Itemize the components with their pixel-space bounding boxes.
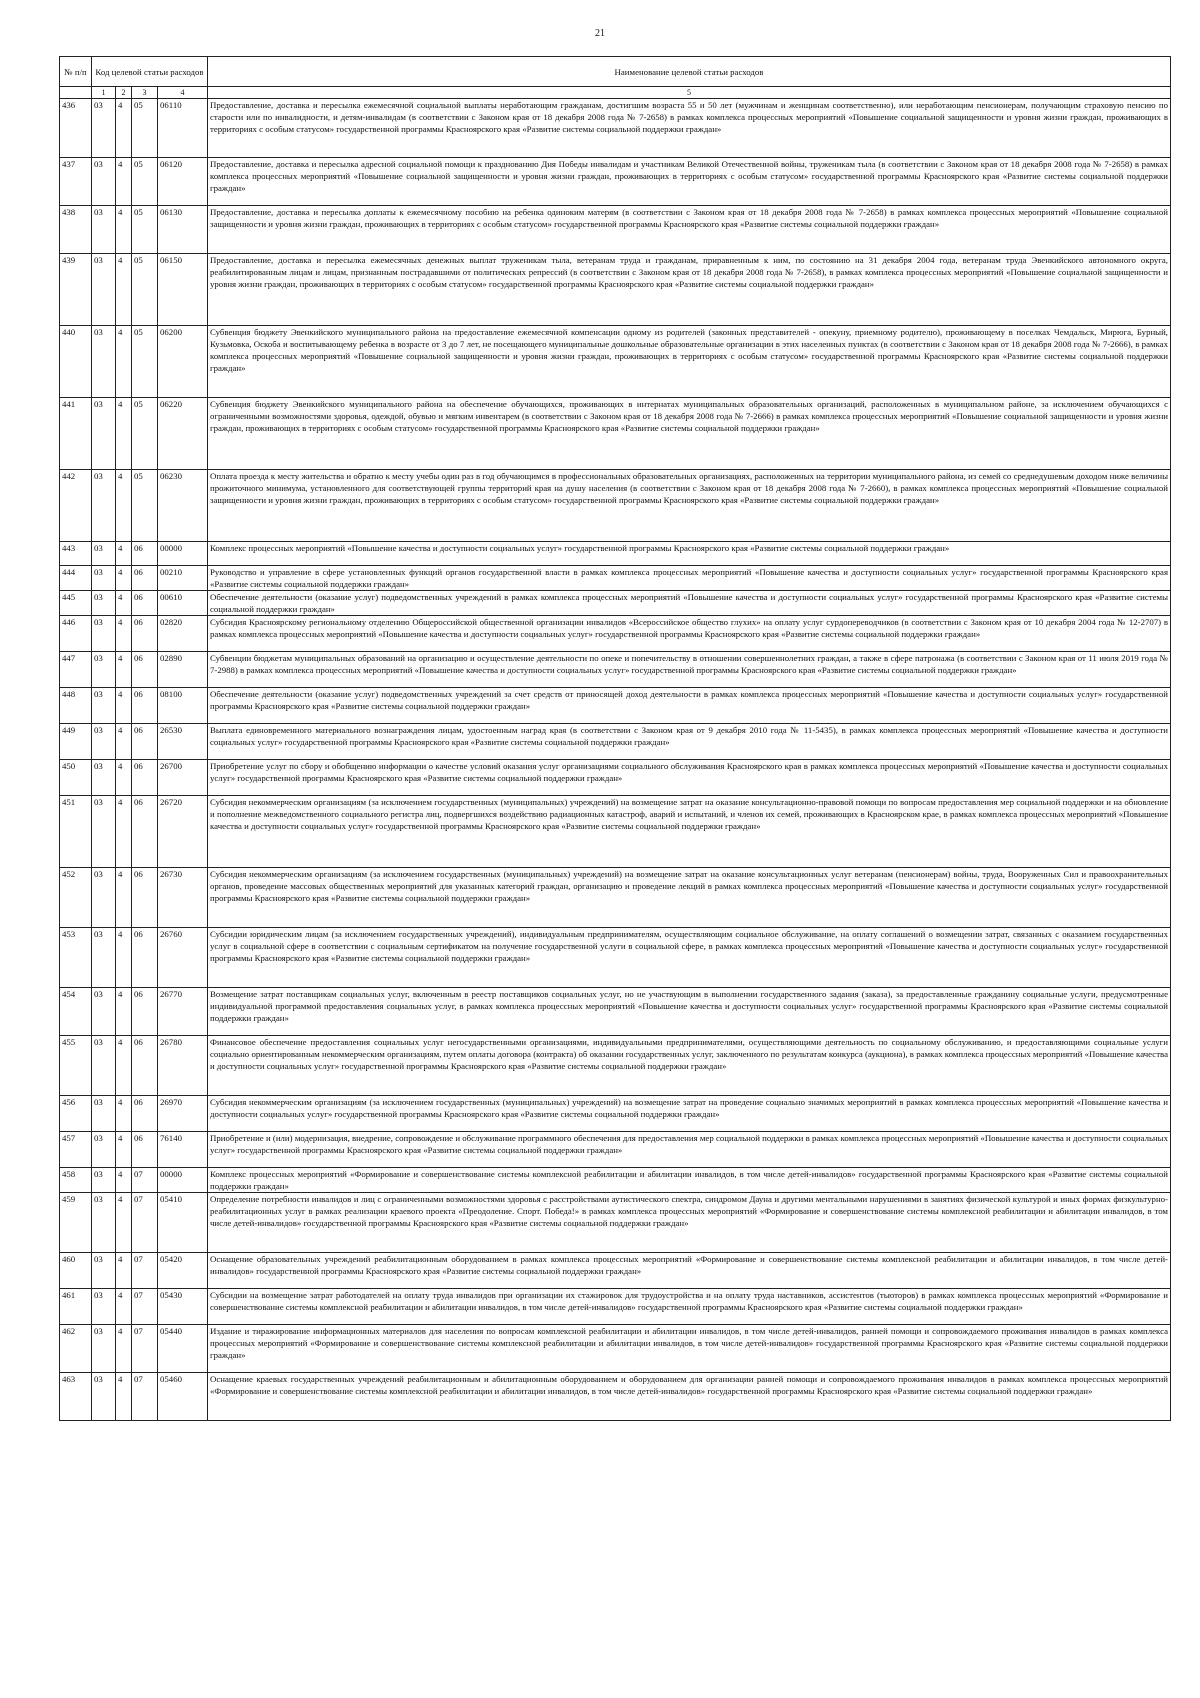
code-direction: 06220 (158, 398, 208, 470)
table-row (60, 652, 1171, 688)
code-direction: 05430 (158, 1289, 208, 1325)
code-type: 4 (116, 566, 132, 591)
table-row (60, 542, 1171, 566)
code-direction: 06120 (158, 158, 208, 206)
row-number: 445 (60, 591, 92, 616)
code-type: 4 (116, 988, 132, 1036)
expenditure-name: Предоставление, доставка и пересылка доплаты к ежемесячному пособию на ребенка одиноким матерям (в соответствии с Законом края от 18 декабря 2008 года № 7-2658) в рамках комплекса процессных мероприятий «Повышение социальной защищенности и уровня жизни граждан, проживающих в территориях с особым статусом» государственной программы Красноярского края «Развитие системы социальной поддержки граждан» (208, 206, 1171, 254)
code-direction: 00000 (158, 1168, 208, 1193)
code-type: 4 (116, 760, 132, 796)
expenditure-name: Приобретение и (или) модернизация, внедрение, сопровождение и обслуживание программного обеспечения для предоставления мер социальной поддержки в рамках комплекса процессных мероприятий «Повышение качества и доступности социальных услуг» государственной программы Красноярского края «Развитие системы социальной поддержки граждан» (208, 1132, 1171, 1168)
code-direction: 76140 (158, 1132, 208, 1168)
code-type: 4 (116, 1325, 132, 1373)
table-body (60, 99, 1171, 1421)
code-type: 4 (116, 652, 132, 688)
code-type: 4 (116, 688, 132, 724)
code-program: 03 (92, 1096, 116, 1132)
row-number: 457 (60, 1132, 92, 1168)
code-direction: 08100 (158, 688, 208, 724)
code-program: 03 (92, 1325, 116, 1373)
code-type: 4 (116, 1168, 132, 1193)
code-subprogram: 05 (132, 206, 158, 254)
code-direction: 26530 (158, 724, 208, 760)
code-program: 03 (92, 928, 116, 988)
header-colnum: 2 (116, 87, 132, 99)
row-number: 454 (60, 988, 92, 1036)
code-program: 03 (92, 1253, 116, 1289)
code-type: 4 (116, 616, 132, 652)
table-row (60, 616, 1171, 652)
expenditure-name: Предоставление, доставка и пересылка ежемесячной социальной выплаты неработающим гражданам, достигшим возраста 55 и 50 лет (мужчинам и женщинам соответственно), или неработающим пенсионерам, получающим страховую пенсию по старости или по инвалидности, и детям-инвалидам (в соответствии с Законом края от 18 декабря 2008 года № 7-2658) в рамках комплекса процессных мероприятий «Повышение социальной защищенности и уровня жизни граждан, проживающих в территориях с особым статусом» государственной программы Красноярского края «Развитие системы социальной поддержки граждан» (208, 99, 1171, 158)
row-number: 439 (60, 254, 92, 326)
table-header (60, 57, 1171, 99)
row-number: 462 (60, 1325, 92, 1373)
code-subprogram: 05 (132, 99, 158, 158)
code-program: 03 (92, 1289, 116, 1325)
code-subprogram: 05 (132, 158, 158, 206)
code-program: 03 (92, 796, 116, 868)
expenditure-name: Субсидии юридическим лицам (за исключением государственных учреждений), индивидуальным предпринимателям, осуществляющим социальное обслуживание, на оплату соглашений о возмещении затрат, связанных с оказанием государственных услуг в социальной сфере в соответствии с социальным сертификатом на получение государственной услуги в социальной сфере, в рамках комплекса процессных мероприятий «Повышение качества и доступности социальных услуг» государственной программы Красноярского края «Развитие системы социальной поддержки граждан» (208, 928, 1171, 988)
code-subprogram: 06 (132, 796, 158, 868)
code-direction: 06130 (158, 206, 208, 254)
code-subprogram: 07 (132, 1373, 158, 1421)
expenditure-name: Обеспечение деятельности (оказание услуг) подведомственных учреждений за счет средств от приносящей доход деятельности в рамках комплекса процессных мероприятий «Повышение качества и доступности социальных услуг» государственной программы Красноярского края «Развитие системы социальной поддержки граждан» (208, 688, 1171, 724)
expenditure-name: Субвенция бюджету Эвенкийского муниципального района на обеспечение обучающихся, проживающих в интернатах муниципальных образовательных организаций, расположенных в муниципальном районе, за исключением обучающихся с ограниченными возможностями здоровья, одеждой, обувью и мягким инвентарем (в соответствии с Законом края от 18 декабря 2008 года № 7-2666) в рамках комплекса процессных мероприятий «Повышение социальной защищенности и уровня жизни граждан, проживающих в территориях с особым статусом» государственной программы Красноярского края «Развитие системы социальной поддержки граждан» (208, 398, 1171, 470)
row-number: 460 (60, 1253, 92, 1289)
row-number: 437 (60, 158, 92, 206)
code-direction: 26970 (158, 1096, 208, 1132)
code-subprogram: 06 (132, 988, 158, 1036)
code-type: 4 (116, 1253, 132, 1289)
table-row (60, 760, 1171, 796)
code-type: 4 (116, 254, 132, 326)
code-type: 4 (116, 868, 132, 928)
code-direction: 02890 (158, 652, 208, 688)
code-direction: 06230 (158, 470, 208, 542)
code-program: 03 (92, 470, 116, 542)
page-number: 21 (595, 28, 605, 39)
expenditure-name: Субсидия некоммерческим организациям (за исключением государственных (муниципальных) учреждений) на возмещение затрат на оказание консультационно-правовой помощи по вопросам предоставления мер социальной поддержки и на обновление и пополнение межведомственного социального регистра лиц, подвергшихся воздействию радиационных катастроф, аварий и испытаний, и членов их семей, проживающих в Красноярском крае, в рамках комплекса процессных мероприятий «Повышение качества и доступности социальных услуг» государственной программы Красноярского края «Развитие системы социальной поддержки граждан» (208, 796, 1171, 868)
row-number: 446 (60, 616, 92, 652)
code-subprogram: 05 (132, 398, 158, 470)
table-row (60, 326, 1171, 398)
row-number: 444 (60, 566, 92, 591)
expenditure-name: Субсидия некоммерческим организациям (за исключением государственных (муниципальных) учреждений) на возмещение затрат на проведение социально значимых мероприятий в рамках комплекса процессных мероприятий «Повышение качества и доступности социальных услуг» государственной программы Красноярского края «Развитие системы социальной поддержки граждан» (208, 1096, 1171, 1132)
header-colnum: 4 (158, 87, 208, 99)
code-type: 4 (116, 724, 132, 760)
table-row (60, 688, 1171, 724)
table-row (60, 398, 1171, 470)
code-subprogram: 06 (132, 1096, 158, 1132)
expenditure-name: Субвенция бюджету Эвенкийского муниципального района на предоставление ежемесячной компенсации одному из родителей (законных представителей - опекуну, приемному родителю), проживающему в поселках Чемдальск, Мирюга, Бурный, Кузьмовка, Оскоба и воспитывающему ребенка в возрасте от 3 до 7 лет, не посещающего муниципальные дошкольные образовательные организации в этих населенных пунктах (в соответствии с Законом края от 18 декабря 2008 года № 7-2666), в рамках комплекса процессных мероприятий «Повышение социальной защищенности и уровня жизни граждан, проживающих в территориях с особым статусом» государственной программы Красноярского края «Развитие системы социальной поддержки граждан» (208, 326, 1171, 398)
row-number: 448 (60, 688, 92, 724)
code-program: 03 (92, 566, 116, 591)
table-row (60, 158, 1171, 206)
row-number: 453 (60, 928, 92, 988)
code-subprogram: 07 (132, 1168, 158, 1193)
header-colnum: 3 (132, 87, 158, 99)
expenditure-name: Определение потребности инвалидов и лиц с ограниченными возможностями здоровья с расстройствами аутистического спектра, синдромом Дауна и другими ментальными нарушениями в занятиях физической культурой и иных формах физкультурно-реабилитационных услуг в рамках реализации краевого проекта «Преодоление. Спорт. Победа!» в рамках комплекса процессных мероприятий «Формирование и совершенствование системы комплексной реабилитации и абилитации инвалидов, в том числе детей-инвалидов» государственной программы Красноярского края «Развитие системы социальной поддержки граждан» (208, 1193, 1171, 1253)
code-type: 4 (116, 542, 132, 566)
code-subprogram: 05 (132, 470, 158, 542)
code-subprogram: 07 (132, 1325, 158, 1373)
code-program: 03 (92, 652, 116, 688)
expenditure-name: Обеспечение деятельности (оказание услуг) подведомственных учреждений в рамках комплекса процессных мероприятий «Повышение качества и доступности социальных услуг» государственной программы Красноярского края «Развитие системы социальной поддержки граждан» (208, 591, 1171, 616)
code-program: 03 (92, 988, 116, 1036)
code-program: 03 (92, 760, 116, 796)
code-program: 03 (92, 542, 116, 566)
code-type: 4 (116, 470, 132, 542)
code-type: 4 (116, 591, 132, 616)
code-direction: 02820 (158, 616, 208, 652)
code-subprogram: 06 (132, 1132, 158, 1168)
code-direction: 00210 (158, 566, 208, 591)
table-row (60, 868, 1171, 928)
code-program: 03 (92, 326, 116, 398)
expenditure-name: Приобретение услуг по сбору и обобщению информации о качестве условий оказания услуг организациями социального обслуживания Красноярского края в рамках комплекса процессных мероприятий «Повышение качества и доступности социальных услуг» государственной программы Красноярского края «Развитие системы социальной поддержки граждан» (208, 760, 1171, 796)
code-type: 4 (116, 1132, 132, 1168)
expenditure-name: Оплата проезда к месту жительства и обратно к месту учебы один раз в год обучающимся в профессиональных образовательных организациях, расположенных на территории муниципального района, из семей со среднедушевым доходом ниже величины прожиточного минимума, установленного для соответствующей группы территорий края на душу населения (в соответствии с Законом края от 18 декабря 2008 года № 7-2660), в рамках комплекса процессных мероприятий «Повышение социальной защищенности и уровня жизни граждан, проживающих в территориях с особым статусом» государственной программы Красноярского края «Развитие системы социальной поддержки граждан» (208, 470, 1171, 542)
code-direction: 26760 (158, 928, 208, 988)
expenditure-name: Возмещение затрат поставщикам социальных услуг, включенным в реестр поставщиков социальных услуг, но не участвующим в выполнении государственного задания (заказа), за предоставленные гражданину социальные услуги, предусмотренные индивидуальной программой предоставления социальных услуг, в рамках комплекса процессных мероприятий «Повышение качества и доступности социальных услуг» государственной программы Красноярского края «Развитие системы социальной поддержки граждан» (208, 988, 1171, 1036)
code-type: 4 (116, 1373, 132, 1421)
row-number: 452 (60, 868, 92, 928)
row-number: 442 (60, 470, 92, 542)
code-subprogram: 05 (132, 254, 158, 326)
code-type: 4 (116, 1096, 132, 1132)
table-row (60, 1168, 1171, 1193)
expenditure-name: Издание и тиражирование информационных материалов для населения по вопросам комплексной реабилитации и абилитации инвалидов, в том числе детей-инвалидов, ранней помощи и сопровождаемого проживания инвалидов в рамках комплекса процессных мероприятий «Формирование и совершенствование системы комплексной реабилитации и абилитации инвалидов, в том числе детей-инвалидов» государственной программы Красноярского края «Развитие системы социальной поддержки граждан» (208, 1325, 1171, 1373)
code-subprogram: 06 (132, 591, 158, 616)
code-subprogram: 06 (132, 724, 158, 760)
table-row (60, 796, 1171, 868)
table-row (60, 1289, 1171, 1325)
table-row (60, 1036, 1171, 1096)
table-row (60, 928, 1171, 988)
code-direction: 05420 (158, 1253, 208, 1289)
expenditure-name: Оснащение образовательных учреждений реабилитационным оборудованием в рамках комплекса процессных мероприятий «Формирование и совершенствование системы комплексной реабилитации и абилитации инвалидов, в том числе детей-инвалидов» государственной программы Красноярского края «Развитие системы социальной поддержки граждан» (208, 1253, 1171, 1289)
code-program: 03 (92, 158, 116, 206)
row-number: 463 (60, 1373, 92, 1421)
header-code: Код целевой статьи расходов (92, 57, 208, 87)
table-row (60, 254, 1171, 326)
expenditure-name: Комплекс процессных мероприятий «Формирование и совершенствование системы комплексной реабилитации и абилитации инвалидов, в том числе детей-инвалидов» государственной программы Красноярского края «Развитие системы социальной поддержки граждан» (208, 1168, 1171, 1193)
table-row (60, 470, 1171, 542)
table-row (60, 1132, 1171, 1168)
table-row (60, 1193, 1171, 1253)
code-type: 4 (116, 158, 132, 206)
code-direction: 06150 (158, 254, 208, 326)
code-type: 4 (116, 326, 132, 398)
code-direction: 26770 (158, 988, 208, 1036)
code-direction: 26780 (158, 1036, 208, 1096)
expenditure-name: Субвенции бюджетам муниципальных образований на организацию и осуществление деятельности по опеке и попечительству в отношении совершеннолетних граждан, а также в сфере патронажа (в соответствии с Законом края от 11 июля 2019 года № 7-2988) в рамках комплекса процессных мероприятий «Повышение качества и доступности социальных услуг» государственной программы Красноярского края «Развитие системы социальной поддержки граждан» (208, 652, 1171, 688)
code-subprogram: 05 (132, 326, 158, 398)
header-name: Наименование целевой статьи расходов (208, 57, 1171, 87)
table-row (60, 724, 1171, 760)
row-number: 441 (60, 398, 92, 470)
table-row (60, 99, 1171, 158)
code-subprogram: 06 (132, 688, 158, 724)
code-program: 03 (92, 398, 116, 470)
code-program: 03 (92, 591, 116, 616)
table-row (60, 1373, 1171, 1421)
table-row (60, 206, 1171, 254)
code-direction: 05460 (158, 1373, 208, 1421)
code-program: 03 (92, 1132, 116, 1168)
code-subprogram: 07 (132, 1253, 158, 1289)
table-row (60, 1253, 1171, 1289)
header-colnum: 1 (92, 87, 116, 99)
table-row (60, 566, 1171, 591)
row-number: 459 (60, 1193, 92, 1253)
code-subprogram: 07 (132, 1193, 158, 1253)
code-program: 03 (92, 616, 116, 652)
code-program: 03 (92, 1373, 116, 1421)
table-row (60, 1325, 1171, 1373)
row-number: 440 (60, 326, 92, 398)
code-direction: 00610 (158, 591, 208, 616)
row-number: 458 (60, 1168, 92, 1193)
code-direction: 05410 (158, 1193, 208, 1253)
code-direction: 26730 (158, 868, 208, 928)
expenditure-name: Финансовое обеспечение предоставления социальных услуг негосударственными организациями, индивидуальными предпринимателями, осуществляющими деятельность по социальному обслуживанию, и предоставляющими социальные услуги социально ориентированным некоммерческим организациям, путем оплаты договора (контракта) об оказании государственных услуг, заключенного по результатам конкурса (аукциона), в рамках комплекса процессных мероприятий «Повышение качества и доступности социальных услуг» государственной программы Красноярского края «Развитие системы социальной поддержки граждан» (208, 1036, 1171, 1096)
row-number: 438 (60, 206, 92, 254)
code-program: 03 (92, 206, 116, 254)
code-program: 03 (92, 1168, 116, 1193)
target-expenditure-table (59, 56, 1171, 1421)
code-direction: 26700 (158, 760, 208, 796)
code-subprogram: 06 (132, 868, 158, 928)
code-type: 4 (116, 398, 132, 470)
row-number: 455 (60, 1036, 92, 1096)
expenditure-name: Предоставление, доставка и пересылка адресной социальной помощи к празднованию Дня Победы инвалидам и участникам Великой Отечественной войны, труженикам тыла (в соответствии с Законом края от 18 декабря 2008 года № 7-2658) в рамках комплекса процессных мероприятий «Повышение социальной защищенности и уровня жизни граждан, проживающих в территориях с особым статусом» государственной программы Красноярского края «Развитие системы социальной поддержки граждан» (208, 158, 1171, 206)
row-number: 443 (60, 542, 92, 566)
code-type: 4 (116, 206, 132, 254)
row-number: 451 (60, 796, 92, 868)
header-row-number: № п/п (60, 57, 92, 87)
header-colnum: 5 (208, 87, 1171, 99)
code-direction: 06200 (158, 326, 208, 398)
row-number: 436 (60, 99, 92, 158)
row-number: 461 (60, 1289, 92, 1325)
code-subprogram: 06 (132, 652, 158, 688)
code-subprogram: 07 (132, 1289, 158, 1325)
header-colnum-blank (60, 87, 92, 99)
code-program: 03 (92, 99, 116, 158)
code-type: 4 (116, 928, 132, 988)
code-direction: 26720 (158, 796, 208, 868)
code-subprogram: 06 (132, 1036, 158, 1096)
code-type: 4 (116, 796, 132, 868)
row-number: 450 (60, 760, 92, 796)
table-row (60, 988, 1171, 1036)
expenditure-name: Комплекс процессных мероприятий «Повышение качества и доступности социальных услуг» государственной программы Красноярского края «Развитие системы социальной поддержки граждан» (208, 542, 1171, 566)
expenditure-name: Выплата единовременного материального вознаграждения лицам, удостоенным наград края (в соответствии с Законом края от 9 декабря 2010 года № 11-5435), в рамках комплекса процессных мероприятий «Повышение качества и доступности социальных услуг» государственной программы Красноярского края «Развитие системы социальной поддержки граждан» (208, 724, 1171, 760)
code-program: 03 (92, 868, 116, 928)
table-row (60, 591, 1171, 616)
row-number: 447 (60, 652, 92, 688)
expenditure-name: Руководство и управление в сфере установленных функций органов государственной власти в рамках комплекса процессных мероприятий «Повышение качества и доступности социальных услуг» государственной программы Красноярского края «Развитие системы социальной поддержки граждан» (208, 566, 1171, 591)
expenditure-name: Предоставление, доставка и пересылка ежемесячных денежных выплат труженикам тыла, ветеранам труда и гражданам, приравненным к ним, по состоянию на 31 декабря 2004 года, ветеранам труда Эвенкийского автономного округа, реабилитированным лицам и лицам, признанным пострадавшими от политических репрессий (в соответствии с Законом края от 18 декабря 2008 года № 7-2658), в рамках комплекса процессных мероприятий «Повышение социальной защищенности и уровня жизни граждан, проживающих в территориях с особым статусом» государственной программы Красноярского края «Развитие системы социальной поддержки граждан» (208, 254, 1171, 326)
expenditure-name: Субсидия некоммерческим организациям (за исключением государственных (муниципальных) учреждений) на возмещение затрат на оказание консультационных услуг ветеранам (пенсионерам) войны, труда, Вооруженных Сил и правоохранительных органов, проведение массовых общественных мероприятий для указанных категорий граждан, организацию и проведение лекций в рамках комплекса процессных мероприятий «Повышение качества и доступности социальных услуг» государственной программы Красноярского края «Развитие системы социальной поддержки граждан» (208, 868, 1171, 928)
code-type: 4 (116, 99, 132, 158)
code-subprogram: 06 (132, 542, 158, 566)
code-subprogram: 06 (132, 928, 158, 988)
table-row (60, 1096, 1171, 1132)
code-program: 03 (92, 688, 116, 724)
code-type: 4 (116, 1193, 132, 1253)
code-type: 4 (116, 1036, 132, 1096)
code-program: 03 (92, 724, 116, 760)
code-program: 03 (92, 254, 116, 326)
code-type: 4 (116, 1289, 132, 1325)
code-direction: 05440 (158, 1325, 208, 1373)
code-subprogram: 06 (132, 760, 158, 796)
code-program: 03 (92, 1036, 116, 1096)
code-direction: 00000 (158, 542, 208, 566)
expenditure-name: Субсидии на возмещение затрат работодателей на оплату труда инвалидов при организации их стажировок для трудоустройства и на оплату труда наставников, ассистентов (тьюторов) в рамках комплекса процессных мероприятий «Формирование и совершенствование системы комплексной реабилитации и абилитации инвалидов, в том числе детей-инвалидов» государственной программы Красноярского края «Развитие системы социальной поддержки граждан» (208, 1289, 1171, 1325)
row-number: 449 (60, 724, 92, 760)
code-direction: 06110 (158, 99, 208, 158)
row-number: 456 (60, 1096, 92, 1132)
code-program: 03 (92, 1193, 116, 1253)
expenditure-name: Субсидия Красноярскому региональному отделению Общероссийской общественной организации инвалидов «Всероссийское общество глухих» на оплату услуг сурдопереводчиков (в соответствии с Законом края от 10 декабря 2004 года № 12-2707) в рамках комплекса процессных мероприятий «Повышение качества и доступности социальных услуг» государственной программы Красноярского края «Развитие системы социальной поддержки граждан» (208, 616, 1171, 652)
code-subprogram: 06 (132, 616, 158, 652)
expenditure-name: Оснащение краевых государственных учреждений реабилитационным и абилитационным оборудованием и оборудованием для организации ранней помощи и сопровождаемого проживания инвалидов в рамках комплекса процессных мероприятий «Формирование и совершенствование системы комплексной реабилитации и абилитации инвалидов, в том числе детей-инвалидов» государственной программы Красноярского края «Развитие системы социальной поддержки граждан» (208, 1373, 1171, 1421)
code-subprogram: 06 (132, 566, 158, 591)
